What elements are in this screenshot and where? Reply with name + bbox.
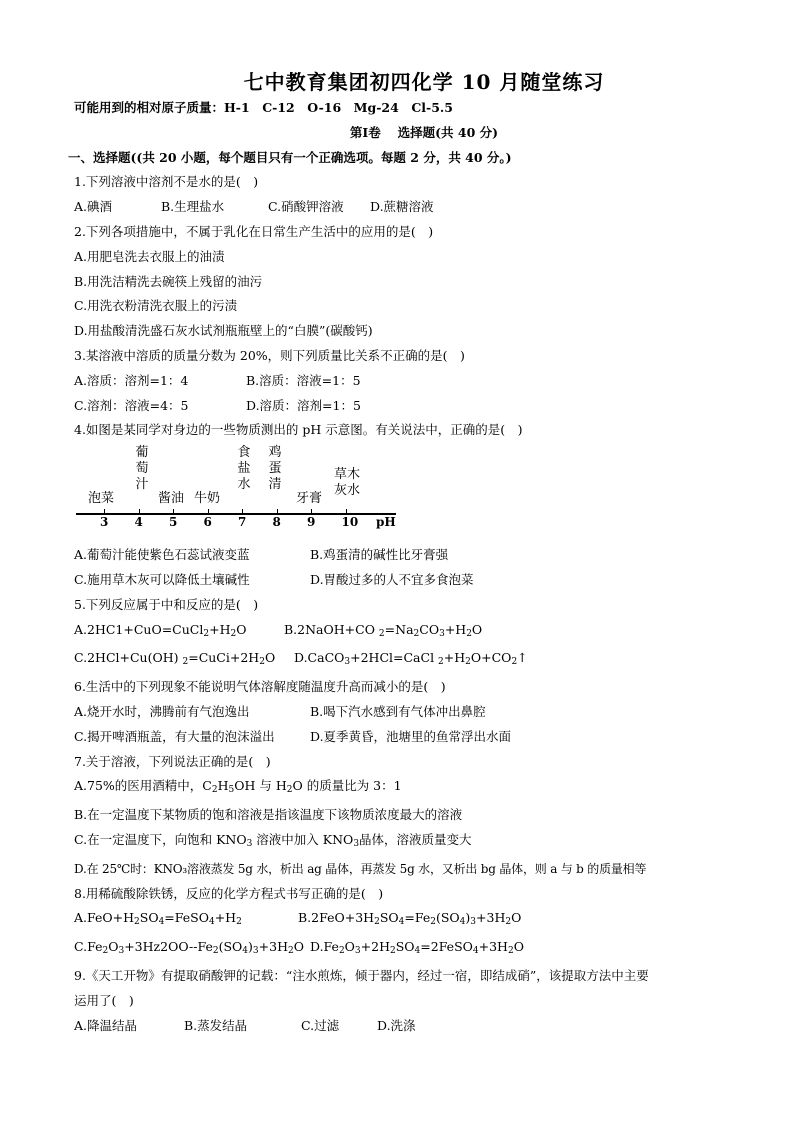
q1-option-d: D.蔗糖溶液 [370,199,434,215]
q9-option-d: D.洗涤 [377,1017,416,1033]
q7-option-b: B.在一定温度下某物质的饱和溶液是指该温度下该物质浓度最大的溶液 [74,807,463,823]
q3-option-d: D.溶质：溶剂=1：5 [246,397,361,413]
question-5-options-row2 [74,646,734,675]
ph-item-plant-ash-water: 草木 灰水 [333,467,360,499]
question-3-options-row2 [74,394,734,419]
ph-tick-label: 5 [169,515,178,530]
question-6-options-row2 [74,725,734,750]
question-1-stem: 1.下列溶液中溶剂不是水的是( ) [74,174,259,190]
page-title: 七中教育集团初四化学 10 月随堂练习 [243,70,605,94]
question-7-stem: 7.关于溶液，下列说法正确的是( ) [74,753,271,769]
ph-tick-mark [208,509,209,514]
q5-option-a: $A.2HC1+CuO=CuCl_2+H_2O$ [74,621,247,639]
ph-item-toothpaste: 牙膏 [296,491,323,507]
q1-option-b: B.生理盐水 [161,199,225,215]
ph-tick-mark [173,509,174,514]
q5-option-c: C.2HCl+Cu(OH) $_2=CuCi+2H_2O$ [74,650,276,668]
q1-option-c: C.硝酸钾溶液 [268,199,344,215]
q8-option-d: $D.Fe_2O_3+2H_2SO_4=2FeSO_4+3H_2O$ [310,939,524,957]
question-9-options [74,1014,734,1039]
section-title: 第Ⅰ卷 选择题(共 40 分) [349,124,499,140]
question-3-stem: 3.某溶液中溶质的质量分数为 20%，则下列质量比关系不正确的是( ) [74,347,465,363]
ph-item-milk: 牛奶 [194,491,221,507]
ph-tick-mark [277,509,278,514]
question-8-options-row2 [74,935,734,964]
ph-tick-mark [346,509,347,514]
q4-option-c: C.施用草木灰可以降低土壤碱性 [74,571,250,587]
ph-item-egg-white: 鸡 蛋 清 [268,445,282,493]
ph-tick-label: 7 [238,515,247,530]
q3-option-a: A.溶质：溶剂=1：4 [74,372,189,388]
ph-tick-label: 10 [341,515,359,530]
q6-option-a: A.烧开水时，沸腾前有气泡逸出 [74,703,250,719]
question-6-options-row1 [74,700,734,725]
question-9-stem-cont: 运用了( ) [74,992,134,1008]
q7-option-a: A.75%的医用酒精中，$C_2H_5OH$ 与 $H_2O$ 的质量比为 3：1 [74,778,402,796]
question-5-options-row1 [74,618,734,647]
q7-option-d: D.在 25℃时：KNO₃溶液蒸发 5g 水，析出 ag 晶体，再蒸发 5g 水，又析出 bg 晶体，则 a 与 b 的质量相等 [74,861,647,876]
q4-option-b: B.鸡蛋清的碱性比牙膏强 [310,547,449,563]
q2-option-b: B.用洗洁精洗去碗筷上残留的油污 [74,273,263,289]
ph-item-pickle: 泡菜 [88,491,115,507]
q1-option-a: A.碘酒 [74,199,113,215]
q2-option-a: A.用肥皂洗去衣服上的油渍 [74,248,225,264]
ph-tick-label: 8 [272,515,281,530]
q8-option-b: $B.2FeO+3H_2SO_4=Fe_2(SO_4)_3+3H_2O$ [298,910,522,928]
q6-option-c: C.揭开啤酒瓶盖，有大量的泡沫溢出 [74,728,275,744]
question-4-options-row1 [74,543,734,568]
ph-tick-label: 3 [100,515,109,530]
ph-tick-label: 9 [307,515,316,530]
question-2-stem: 2.下列各项措施中，不属于乳化在日常生产生活中的应用的是( ) [74,223,434,239]
ph-tick-mark [242,509,243,514]
question-6-stem: 6.生活中的下列现象不能说明气体溶解度随温度升高而减小的是( ) [74,679,446,695]
q3-option-b: B.溶质：溶液=1：5 [246,372,361,388]
q9-option-c: C.过滤 [301,1017,340,1033]
ph-tick-label: 6 [203,515,212,530]
q8-option-a: $A.FeO+H_2SO_4=FeSO_4+H_2$ [74,910,242,928]
q6-option-b: B.喝下汽水感到有气体冲出鼻腔 [310,703,486,719]
ph-item-salt-water: 食 盐 水 [237,445,251,493]
q9-option-a: A.降温结晶 [74,1017,138,1033]
question-8-options-row1 [74,906,734,935]
question-1-options [74,195,734,220]
q6-option-d: D.夏季黄昏，池塘里的鱼常浮出水面 [310,728,512,744]
q7-option-c: C.在一定温度下，向饱和 $KNO_3$ 溶液中加入 $KNO_3$晶体，溶液质量变大 [74,831,472,849]
q5-option-b: B.2NaOH+CO $_2=Na_2CO_3+H_2O$ [284,621,483,639]
question-4-stem: 4.如图是某同学对身边的一些物质测出的 pH 示意图。有关说法中，正确的是( ) [74,422,523,438]
ph-tick-mark [139,509,140,514]
ph-scale-diagram [74,445,414,541]
ph-tick-mark [104,509,105,514]
ph-axis-label: pH [376,515,396,530]
instruction-line: 一、选择题((共 20 小题，每个题目只有一个正确选项。每题 2 分，共 40 分。) [68,149,512,165]
q9-option-b: B.蒸发结晶 [184,1017,248,1033]
q4-option-d: D.胃酸过多的人不宜多食泡菜 [310,571,474,587]
question-9-stem: 9.《天工开物》有提取硝酸钾的记载：“注水煎炼，倾于器内，经过一宿，即结成硝”，该提取方法中主要 [74,967,649,983]
exam-content [68,68,734,1038]
question-4-options-row2 [74,568,734,593]
q5-option-d: D.CaCO$_3$+2HCl=CaCl $_2+H_2O+CO_2↑$ [294,650,528,668]
atomic-mass-line: 可能用到的相对原子质量：H-1 C-12 O-16 Mg-24 Cl-5.5 [74,100,453,115]
ph-tick-mark [311,509,312,514]
q2-option-d: D.用盐酸清洗盛石灰水试剂瓶瓶壁上的“白膜”(碳酸钙) [74,323,373,339]
question-3-options-row1 [74,369,734,394]
q8-option-c: $C.Fe_2O_3+3Hz2OO--Fe_2(SO_4)_3+3H_2O$ [74,939,304,957]
ph-tick-label: 4 [134,515,143,530]
q4-option-a: A.葡萄汁能使紫色石蕊试液变蓝 [74,547,250,563]
ph-item-soy-sauce: 酱油 [158,491,185,507]
ph-item-grape-juice: 葡 萄 汁 [135,445,149,493]
q2-option-c: C.用洗衣粉清洗衣服上的污渍 [74,298,238,314]
q3-option-c: C.溶剂：溶液=4：5 [74,397,189,413]
question-5-stem: 5.下列反应属于中和反应的是( ) [74,596,259,612]
question-8-stem: 8.用稀硫酸除铁锈，反应的化学方程式书写正确的是( ) [74,885,384,901]
